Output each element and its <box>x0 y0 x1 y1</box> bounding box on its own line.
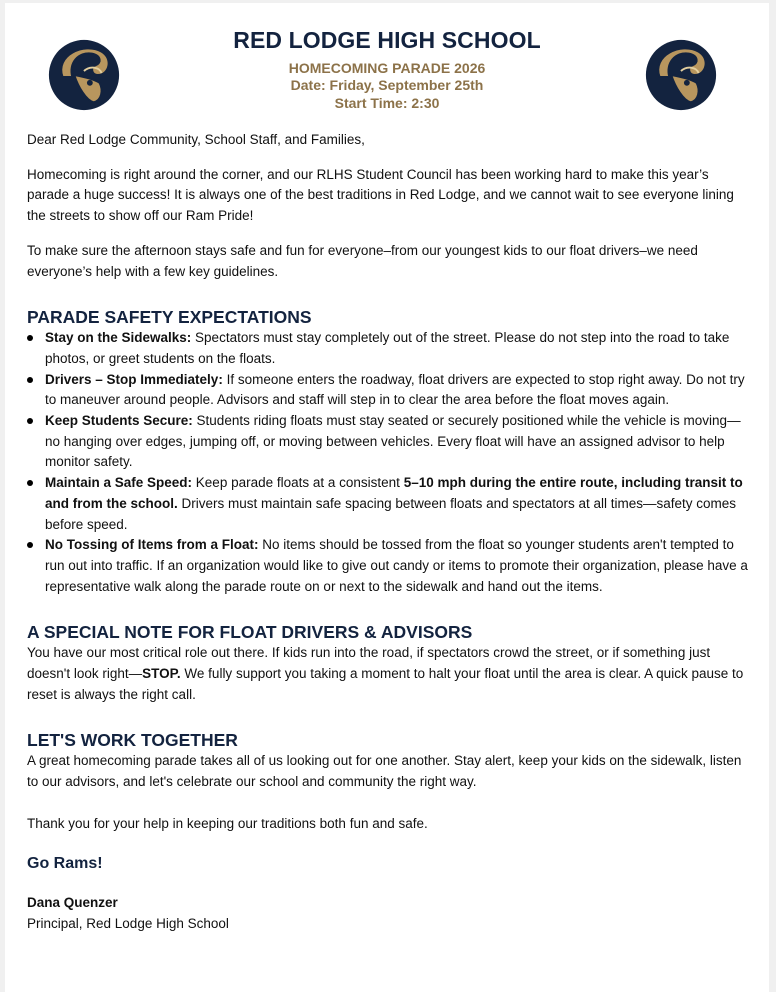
letter-body <box>27 130 751 935</box>
item-label: Drivers – Stop Immediately: <box>45 371 223 387</box>
intro-paragraph: To make sure the afternoon stays safe and fun for everyone–from our youngest kids to our float drivers–we need everyone’s help with a few key guidelines. <box>27 242 698 279</box>
intro-paragraph: Homecoming is right around the corner, and our RLHS Student Council has been working hard to make this year’s parade a huge success! It is always one of the best traditions in Red Lodge, and we cannot wait to see everyone lining the streets to show off our Ram Pride! <box>27 166 734 224</box>
bullet-icon <box>27 480 33 486</box>
greeting: Dear Red Lodge Community, School Staff, and Families, <box>27 132 365 147</box>
event-date: Date: Friday, September 25th <box>290 77 484 93</box>
drivers-text: You have our most critical role out there. If kids run into the road, if spectators crowd the street, or if something just doesn't look right— <box>27 645 711 682</box>
item-text: If someone enters the roadway, float drivers are expected to stop right away. Do not try to maneuver around people. Advisors and staff will step in to clear the area before the float moves again. <box>45 371 745 408</box>
drivers-paragraph <box>27 643 751 705</box>
item-text: Drivers must maintain safe spacing between floats and spectators at all times—safety comes before speed. <box>45 495 737 532</box>
safety-list <box>27 328 751 597</box>
item-emphasis: 5–10 mph during the entire route, including transit to and from the school. <box>45 475 743 511</box>
bullet-icon <box>27 377 33 383</box>
closing-line: Go Rams! <box>27 854 103 872</box>
together-paragraph: A great homecoming parade takes all of us looking out for one another. Stay alert, keep your kids on the sidewalk, listen to our advisors, and let's celebrate our school and community the right way. <box>27 753 742 790</box>
bullet-icon <box>27 418 33 424</box>
together-heading: LET'S WORK TOGETHER <box>27 730 238 751</box>
list-item <box>27 370 751 411</box>
item-text: Keep parade floats at a consistent <box>192 475 404 491</box>
list-item <box>27 411 751 473</box>
list-item <box>27 473 751 535</box>
drivers-heading: A SPECIAL NOTE FOR FLOAT DRIVERS & ADVISORS <box>27 622 473 643</box>
thanks-line: Thank you for your help in keeping our traditions both fun and safe. <box>27 815 428 831</box>
event-title: HOMECOMING PARADE 2026 <box>288 60 486 76</box>
drivers-text: We fully support you taking a moment to halt your float until the area is clear. A quick pause to reset is always the right call. <box>27 666 744 702</box>
bullet-icon <box>27 335 33 341</box>
signature-title: Principal, Red Lodge High School <box>27 915 229 931</box>
school-title: RED LODGE HIGH SCHOOL <box>233 27 541 53</box>
event-start-time: Start Time: 2:30 <box>334 95 440 111</box>
safety-heading: PARADE SAFETY EXPECTATIONS <box>27 307 312 328</box>
item-text: Spectators must stay completely out of the street. Please do not step into the road to take photos, or greet students on the floats. <box>45 330 730 366</box>
bullet-icon <box>27 542 33 548</box>
letter-page <box>5 3 769 992</box>
list-item <box>27 535 751 597</box>
item-label: No Tossing of Items from a Float: <box>45 537 259 553</box>
list-item <box>27 328 751 369</box>
item-label: Keep Students Secure: <box>45 413 193 429</box>
item-label: Stay on the Sidewalks: <box>45 330 192 346</box>
item-text: No items should be tossed from the float so younger students aren't tempted to run out into traffic. If an organization would like to give out candy or items to promote their organization, please have a representative walk along the parade route on or next to the sidewalk and hand out the items. <box>45 537 748 594</box>
item-label: Maintain a Safe Speed: <box>45 475 193 491</box>
item-text: Students riding floats must stay seated or securely positioned while the vehicle is moving—no hanging over edges, jumping off, or moving between vehicles. Every float will have an assigned advisor to help monitor safety. <box>45 413 741 470</box>
signature-name: Dana Quenzer <box>27 895 118 911</box>
stop-emphasis: STOP. <box>142 666 181 682</box>
